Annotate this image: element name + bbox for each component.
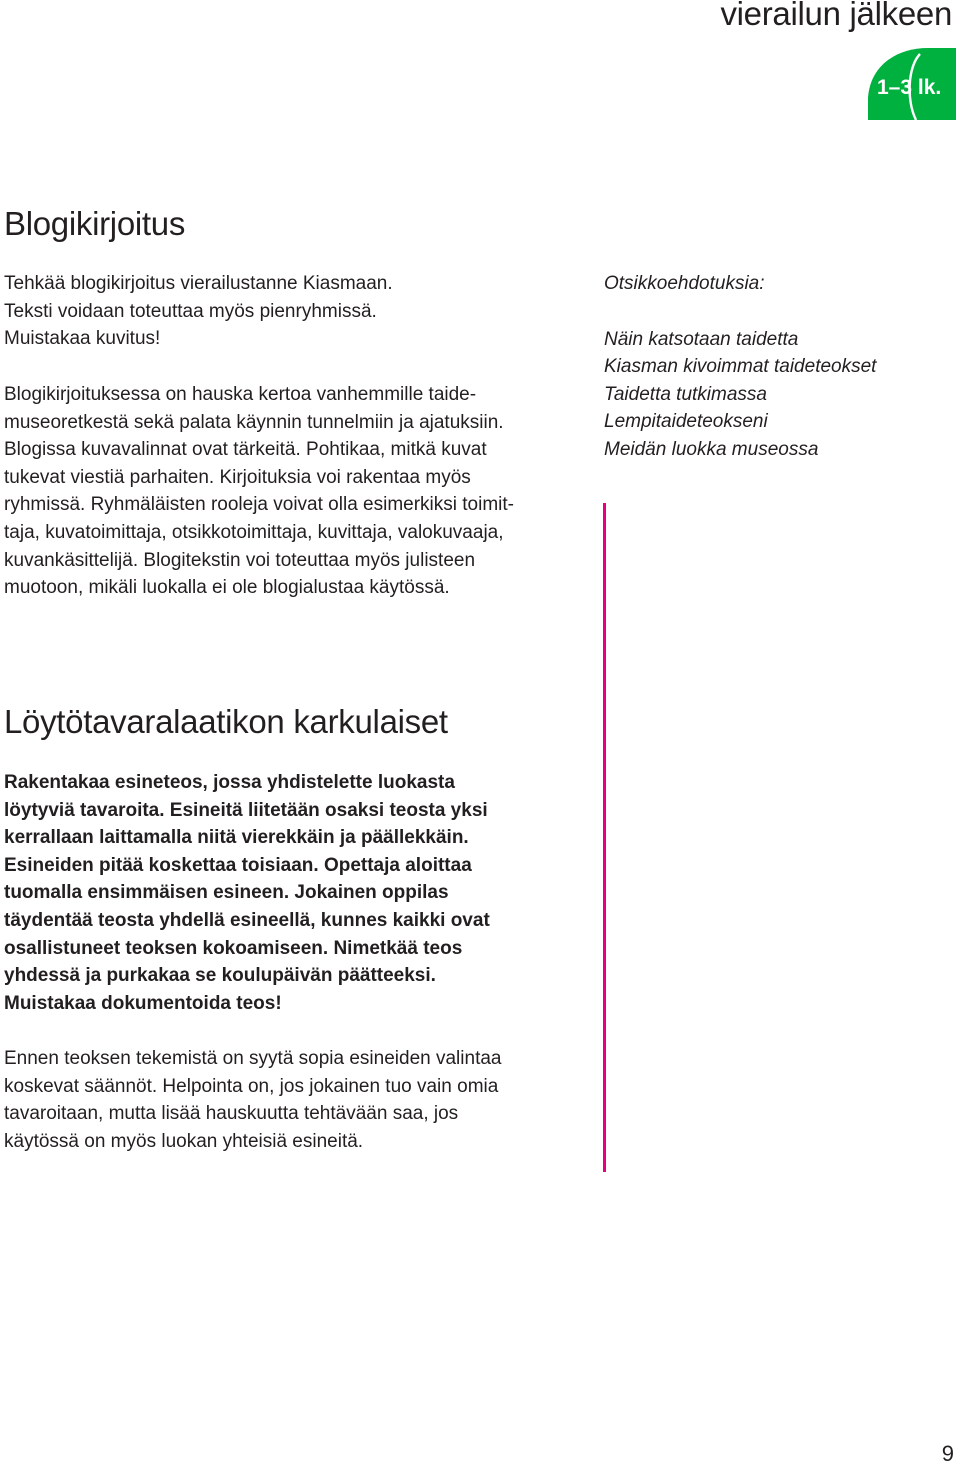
text-line: Teksti voidaan toteuttaa myös pienryhmissä. xyxy=(4,300,377,322)
text-line: yhdessä ja purkakaa se koulupäivän päätteeksi. xyxy=(4,965,436,987)
text-line: löytyviä tavaroita. Esineitä liitetään osaksi teosta yksi xyxy=(4,799,488,821)
suggestions-list xyxy=(604,326,954,464)
blog-heading: Blogikirjoitus xyxy=(4,205,186,242)
text-line: Rakentakaa esineteos, jossa yhdistelette luokasta xyxy=(4,772,455,793)
blog-body xyxy=(4,381,564,602)
text-line: osallistuneet teoksen kokoamiseen. Nimetkää teos xyxy=(4,937,463,959)
page-number: 9 xyxy=(941,1441,954,1466)
text-line: täydentää teosta yhdellä esineellä, kunnes kaikki ovat xyxy=(4,909,490,931)
found-objects-heading: Löytötavaralaatikon karkulaiset xyxy=(4,703,448,740)
list-item: Näin katsotaan taidetta xyxy=(604,328,799,350)
text-line: koskevat säännöt. Helpointa on, jos jokainen tuo vain omia xyxy=(4,1075,499,1097)
text-line: Blogissa kuvavalinnat ovat tärkeitä. Pohtikaa, mitkä kuvat xyxy=(4,439,487,461)
found-objects-instructions xyxy=(4,769,564,1017)
text-line: tavaroitaan, mutta lisää hauskuutta tehtävään saa, jos xyxy=(4,1103,459,1125)
grade-label: 1–3 lk. xyxy=(877,76,942,99)
text-line: Muistakaa kuvitus! xyxy=(4,328,161,350)
list-item: Taidetta tutkimassa xyxy=(604,383,767,405)
text-line: kuvankäsittelijä. Blogitekstin voi toteuttaa myös julisteen xyxy=(4,549,476,571)
grade-badge xyxy=(868,48,956,120)
text-line: kerrallaan laittamalla niitä vierekkäin ja päällekkäin. xyxy=(4,827,469,849)
section-title: vierailun jälkeen xyxy=(720,0,952,32)
title-suggestions xyxy=(604,270,954,464)
text-line: Muistakaa dokumentoida teos! xyxy=(4,992,282,1014)
text-line: tukevat viestiä parhaiten. Kirjoituksia voi rakentaa myös xyxy=(4,466,471,488)
found-objects-note xyxy=(4,1045,564,1155)
text-line: taja, kuvatoimittaja, otsikkotoimittaja, kuvittaja, valokuvaaja, xyxy=(4,521,504,543)
text-line: tuomalla ensimmäisen esineen. Jokainen oppilas xyxy=(4,882,449,904)
blog-intro xyxy=(4,270,544,353)
text-line: Ennen teoksen tekemistä on syytä sopia esineiden valintaa xyxy=(4,1048,502,1069)
text-line: Tehkää blogikirjoitus vierailustanne Kiasmaan. xyxy=(4,273,393,294)
list-item: Kiasman kivoimmat taideteokset xyxy=(604,356,877,378)
list-item: Meidän luokka museossa xyxy=(604,438,819,460)
text-line: Blogikirjoituksessa on hauska kertoa vanhemmille taide- xyxy=(4,384,477,405)
text-line: Esineiden pitää koskettaa toisiaan. Opettaja aloittaa xyxy=(4,854,472,876)
text-line: ryhmissä. Ryhmäläisten rooleja voivat olla esimerkiksi toimit- xyxy=(4,494,514,516)
text-line: museoretkestä sekä palata käynnin tunnelmiin ja ajatuksiin. xyxy=(4,411,504,433)
suggestions-heading: Otsikkoehdotuksia: xyxy=(604,273,765,294)
list-item: Lempitaideteokseni xyxy=(604,411,768,433)
text-line: käytössä on myös luokan yhteisiä esineitä. xyxy=(4,1130,364,1152)
vertical-divider xyxy=(603,503,606,1172)
text-line: muotoon, mikäli luokalla ei ole blogialustaa käytössä. xyxy=(4,577,450,599)
